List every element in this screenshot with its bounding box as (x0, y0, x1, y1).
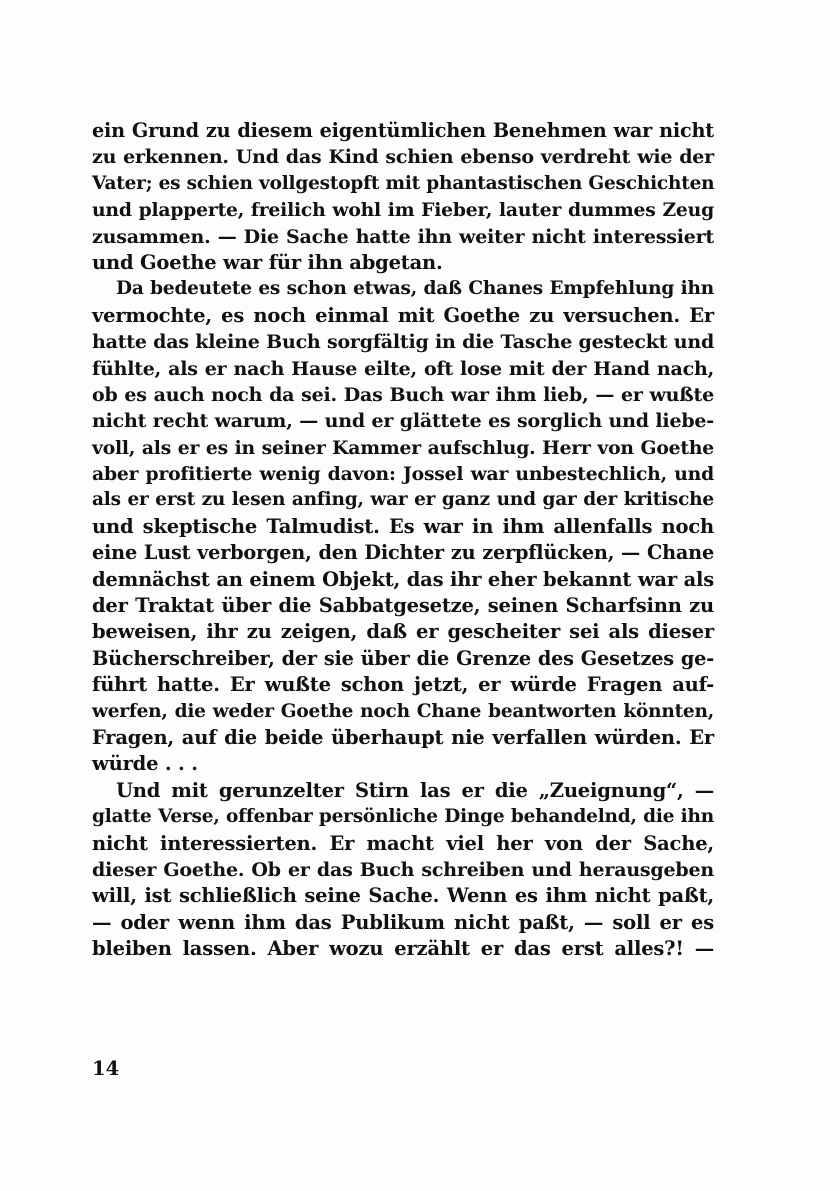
text-line: voll, als er es in seiner Kammer aufschlug. Herr von Goethe (92, 436, 714, 459)
text-line: will, ist schließlich seine Sache. Wenn es ihm nicht paßt, (92, 884, 714, 908)
text-line: werfen, die weder Goethe noch Chane beantworten könnten, (92, 700, 714, 722)
text-line: Bücherschreiber, der sie über die Grenze des Gesetzes ge- (92, 646, 714, 670)
text-line: — oder wenn ihm das Publikum nicht paßt, — soll er es (92, 910, 714, 934)
text-line: Vater; es schien vollgestopft mit phantastischen Geschichten (92, 172, 715, 194)
text-line: Und mit gerunzelter Stirn las er die „Zueignung“, — (116, 778, 714, 802)
text-line: nicht interessierten. Er macht viel her von der Sache, (92, 831, 714, 855)
text-line: Da bedeutete es schon etwas, daß Chanes Empfehlung ihn (116, 278, 714, 300)
text-line: führt hatte. Er wußte schon jetzt, er würde Fragen auf- (92, 673, 714, 697)
text-line: zusammen. — Die Sache hatte ihn weiter nicht interessiert (92, 225, 714, 248)
text-line: ein Grund zu diesem eigentümlichen Benehmen war nicht (92, 119, 714, 142)
text-line: zu erkennen. Und das Kind schien ebenso verdreht wie der (92, 146, 714, 169)
text-line: ob es auch noch da sei. Das Buch war ihm lieb, — er wußte (92, 383, 714, 406)
body-text (92, 118, 714, 963)
text-line: vermochte, es noch einmal mit Goethe zu versuchen. Er (92, 303, 714, 327)
text-line: Fragen, auf die beide überhaupt nie verfallen würden. Er (92, 725, 714, 749)
text-line: und Goethe war für ihn abgetan. (92, 250, 443, 274)
text-line: glatte Verse, offenbar persönliche Dinge behandelnd, die ihn (92, 806, 714, 828)
text-line: als er erst zu lesen anfing, war er ganz und gar der kritische (92, 489, 714, 511)
text-line: demnächst an einem Objekt, das ihr eher bekannt war als (92, 567, 714, 591)
text-line: der Traktat über die Sabbatgesetze, seinen Scharfsinn zu (92, 594, 714, 618)
text-line: und plapperte, freilich wohl im Fieber, lauter dummes Zeug (92, 199, 714, 222)
text-line: aber profitierte wenig davon: Jossel war unbestechlich, und (92, 463, 714, 486)
text-line: nicht recht warum, — und er glättete es sorglich und liebe- (92, 410, 714, 433)
text-line: fühlte, als er nach Hause eilte, oft lose mit der Hand nach, (92, 357, 714, 380)
text-line: beweisen, ihr zu zeigen, daß er gescheiter sei als dieser (92, 620, 714, 644)
text-line: bleiben lassen. Aber wozu erzählt er das erst alles?! — (92, 937, 714, 961)
text-line: und skeptische Talmudist. Es war in ihm allenfalls noch (92, 514, 714, 538)
text-line: dieser Goethe. Ob er das Buch schreiben und herausgeben (92, 858, 714, 881)
text-line: würde . . . (92, 752, 198, 776)
text-line: eine Lust verborgen, den Dichter zu zerpflücken, — Chane (92, 541, 714, 565)
text-line: hatte das kleine Buch sorgfältig in die Tasche gesteckt und (92, 331, 715, 354)
page-number: 14 (92, 1057, 120, 1080)
